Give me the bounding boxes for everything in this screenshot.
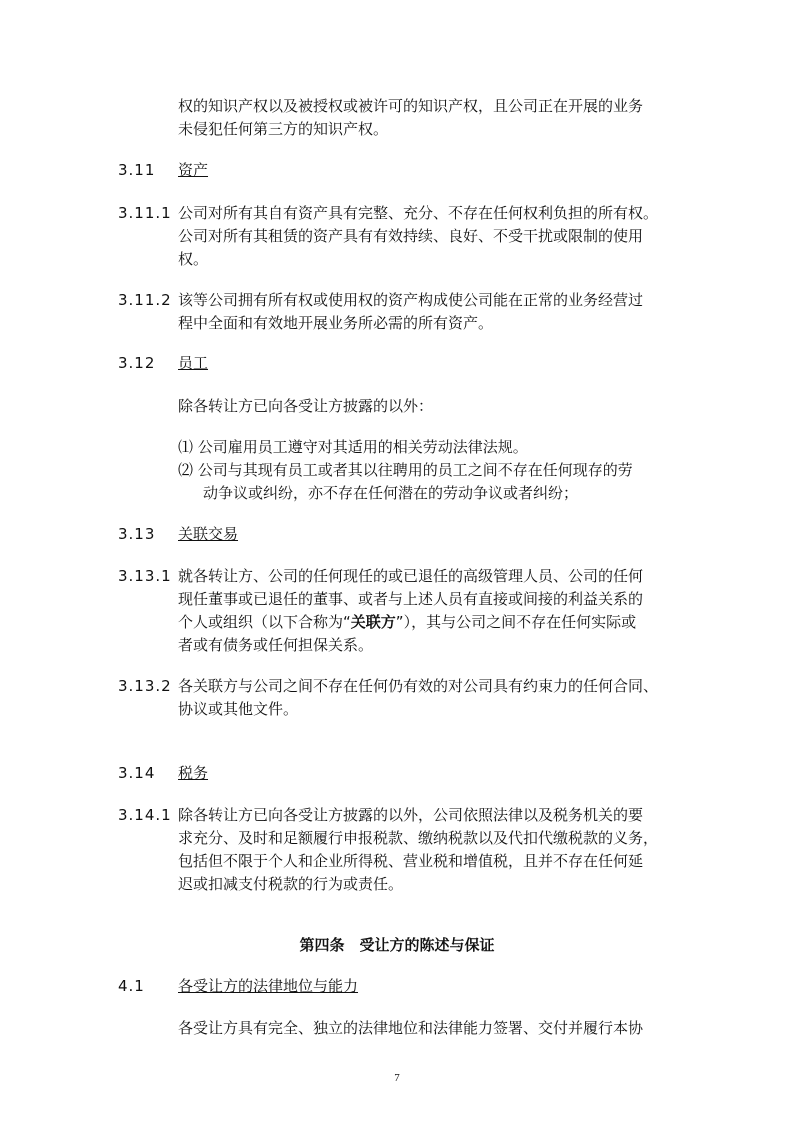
- defined-term: 关联方: [350, 613, 396, 631]
- section-heading: 员工: [178, 354, 209, 372]
- article-title: 第四条 受让方的陈述与保证: [299, 936, 495, 954]
- text-line: 该等公司拥有所有权或使用权的资产构成使公司能在正常的业务经营过: [178, 291, 644, 309]
- text-line: 未侵犯任何第三方的知识产权。: [178, 120, 389, 138]
- text-line: 者或有债务或任何担保关系。: [178, 636, 374, 654]
- list-item: ⑵ 公司与其现有员工或者其以往聘用的员工之间不存在任何现存的劳: [178, 461, 633, 479]
- text-line: 公司对所有其自有资产具有完整、充分、不存在任何权利负担的所有权。: [178, 204, 659, 222]
- text-line: 公司对所有其租赁的资产具有有效持续、良好、不受干扰或限制的使用: [178, 227, 644, 245]
- section-number: 4.1: [118, 977, 145, 995]
- section-number: 3.13: [118, 525, 156, 543]
- section-heading: 资产: [178, 161, 209, 179]
- section-heading: 关联交易: [178, 525, 239, 543]
- text-line: 各关联方与公司之间不存在任何仍有效的对公司具有约束力的任何合同、: [178, 677, 659, 695]
- clause-number: 3.11.2: [118, 291, 172, 309]
- text-line: 各受让方具有完全、独立的法律地位和法律能力签署、交付并履行本协: [178, 1019, 644, 1037]
- text-segment: ”），其与公司之间不存在任何实际或: [395, 613, 637, 631]
- text-line: 权。: [178, 250, 209, 268]
- text-line: 动争议或纠纷，亦不存在任何潜在的劳动争议或者纠纷；: [203, 484, 579, 502]
- clause-number: 3.13.2: [118, 677, 172, 695]
- section-number: 3.12: [118, 354, 156, 372]
- section-heading: 各受让方的法律地位与能力: [178, 977, 359, 995]
- text-line: [178, 612, 636, 632]
- text-line: 就各转让方、公司的任何现任的或已退任的高级管理人员、公司的任何: [178, 567, 644, 585]
- text-segment: 个人或组织（以下合称为“: [178, 613, 351, 631]
- text-line: 权的知识产权以及被授权或被许可的知识产权，且公司正在开展的业务: [178, 97, 644, 115]
- clause-number: 3.14.1: [118, 806, 172, 824]
- section-heading: 税务: [178, 764, 209, 782]
- text-line: 除各转让方已向各受让方披露的以外：: [178, 397, 434, 415]
- text-line: 除各转让方已向各受让方披露的以外，公司依照法律以及税务机关的要: [178, 806, 644, 824]
- text-line: 协议或其他文件。: [178, 700, 299, 718]
- page-number: 7: [394, 1072, 400, 1084]
- text-line: 现任董事或已退任的董事、或者与上述人员有直接或间接的利益关系的: [178, 590, 644, 608]
- list-item: ⑴ 公司雇用员工遵守对其适用的相关劳动法律法规。: [178, 438, 528, 456]
- section-number: 3.11: [118, 161, 156, 179]
- text-line: 包括但不限于个人和企业所得税、营业税和增值税，且并不存在任何延: [178, 852, 644, 870]
- section-number: 3.14: [118, 764, 156, 782]
- text-line: 程中全面和有效地开展业务所必需的所有资产。: [178, 314, 494, 332]
- text-line: 迟或扣减支付税款的行为或责任。: [178, 875, 404, 893]
- clause-number: 3.13.1: [118, 567, 172, 585]
- clause-number: 3.11.1: [118, 204, 172, 222]
- text-line: 求充分、及时和足额履行申报税款、缴纳税款以及代扣代缴税款的义务，: [178, 829, 659, 847]
